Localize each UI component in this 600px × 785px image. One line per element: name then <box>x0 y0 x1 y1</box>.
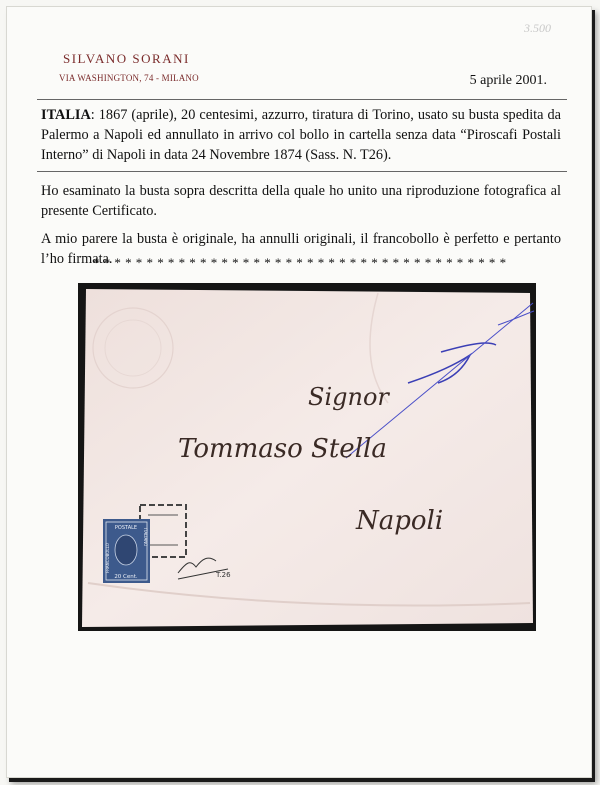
pencil-note: 3.500 <box>524 21 551 35</box>
description-text: : 1867 (aprile), 20 centesimi, azzurro, tiratura di Torino, usato su busta spedita da Palermo a Napoli ed annullato in arrivo col bollo in cartella senza data “Piroscafi Postali Interno” di Napoli in data 24 Novembre 1874 (Sass. N. T26). <box>41 107 561 163</box>
certificate-page <box>6 6 592 778</box>
star-line: *************************************** <box>93 255 511 270</box>
address-line-1: Signor <box>308 383 389 411</box>
country-label: ITALIA <box>41 107 91 123</box>
stamp-top-label: POSTALE <box>114 525 138 531</box>
statement-opinion: A mio parere la busta è originale, ha annulli originali, il francobollo è perfetto e pertanto l’ho firmata. <box>41 231 561 267</box>
catalog-note: T.26 <box>216 571 231 579</box>
divider-middle <box>37 171 567 172</box>
stamp-left-label: FRANCOBOLLO <box>105 543 110 573</box>
divider-top <box>37 99 567 100</box>
expert-address: VIA WASHINGTON, 74 - MILANO <box>59 73 199 83</box>
certificate-date: 5 aprile 2001. <box>469 73 547 88</box>
stamp-20-cent <box>103 519 150 583</box>
stamp-value: 20 Cent. <box>114 574 138 580</box>
expert-name: SILVANO SORANI <box>63 51 190 66</box>
description-paragraph <box>41 105 561 165</box>
address-line-3: Napoli <box>356 506 444 536</box>
stamp-right-label: ITALIANO <box>143 528 148 547</box>
address-line-2: Tommaso Stella <box>178 434 387 464</box>
envelope-photo <box>78 283 536 631</box>
statement-examined: Ho esaminato la busta sopra descritta della quale ho unito una riproduzione fotografica al presente Certificato. <box>41 183 561 219</box>
